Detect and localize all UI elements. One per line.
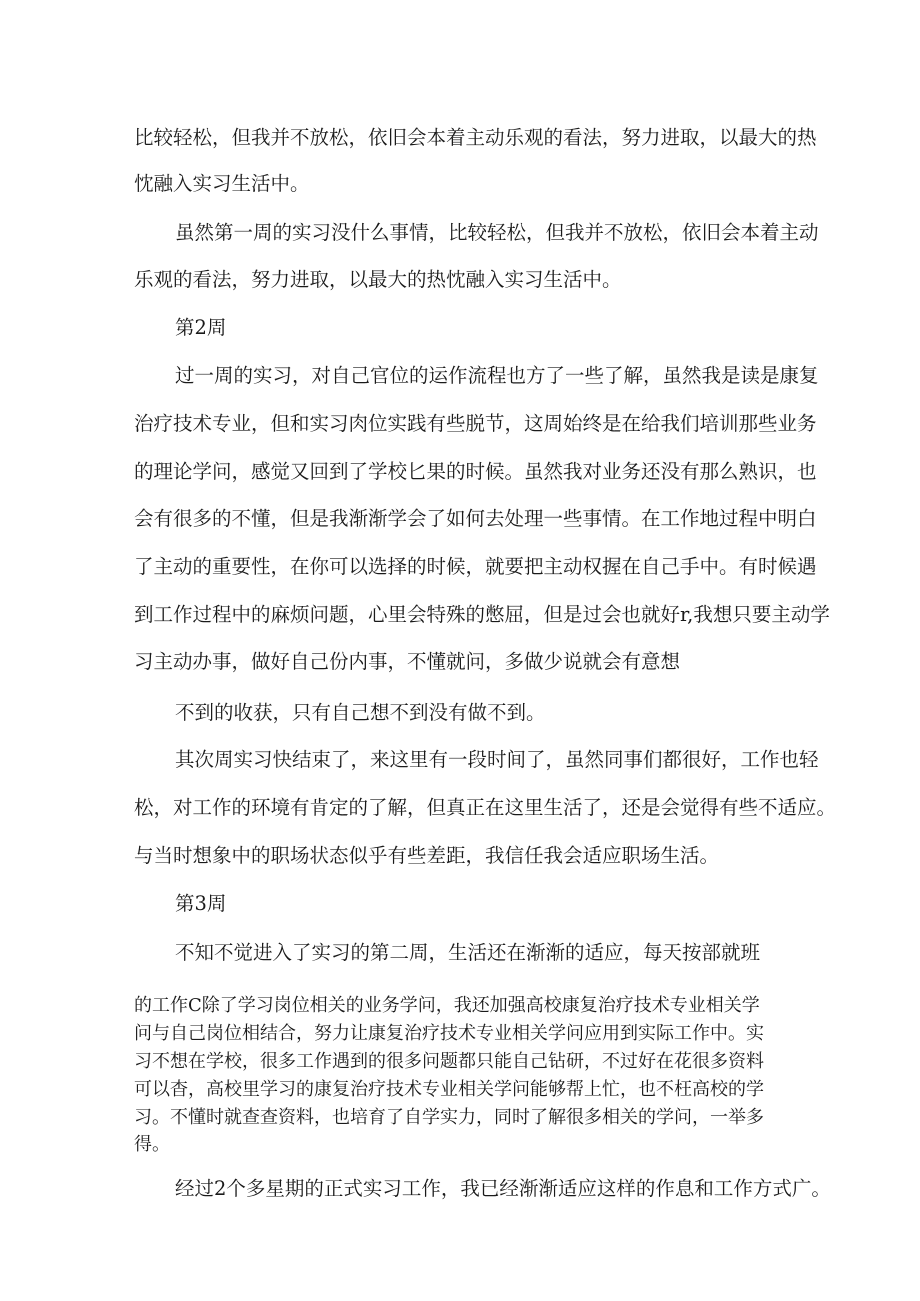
text-line: 忱融入实习生活中。	[134, 172, 310, 195]
paragraph-first-line: 经过2个多星期的正式实习工作，我已经渐渐适应这样的作息和工作方式广。	[175, 1177, 831, 1200]
text-line: 乐观的看法，努力进取，以最大的热忱融入实习生活中。	[134, 268, 622, 291]
text-line: 治疗技术专业，但和实习肉位实践有些脱节，这周始终是在给我们培训那些业务	[134, 412, 817, 435]
paragraph-first-line: 不知不觉进入了实习的第二周，生活还在渐渐的适应，每天按部就班	[175, 941, 761, 964]
text-line: 会有很多的不懂，但是我渐渐学会了如何去处理一些事情。在工作地过程中明白	[134, 507, 817, 530]
paragraph-first-line: 不到的收获，只有自己想不到没有做不到。	[175, 701, 546, 724]
text-line: 可以杳，高校里学习的康复治疗技术专业相关学问能够帮上忙，也不枉高校的学	[134, 1079, 764, 1100]
text-line: 与当时想象中的职场状态似乎有些差距，我信任我会适应职场生活。	[134, 844, 720, 867]
text-line: 了主动的重要性，在你可以选择的时候，就要把主动权握在自己手中。有时候遇	[134, 555, 817, 578]
text-line: 习。不懂时就查查资料，也培育了自学实力，同时了解很多相关的学问，一举多	[134, 1107, 764, 1128]
section-heading-week-2: 第2周	[175, 316, 227, 339]
text-line: 得。	[134, 1134, 170, 1155]
paragraph-first-line: 虽然第一周的实习没什么事情，比较轻松，但我并不放松，依旧会本着主动	[175, 221, 819, 244]
text-line: 的工作C除了学习岗位相关的业务学问，我还加强高校康复治疗技术专业相关学	[134, 995, 760, 1016]
text-line: 习不想在学校，很多工作遇到的很多问题都只能自己钻研，不过好在花很多资料	[134, 1051, 764, 1072]
paragraph-first-line: 其次周实习快结束了，来这里有一段时间了，虽然同事们都很好，工作也轻	[175, 748, 819, 771]
text-line: 习主动办事，做好自己份内事，不懂就问，多做少说就会有意想	[134, 650, 681, 673]
section-heading-week-3: 第3周	[175, 892, 227, 915]
text-line: 到工作过程中的麻烦问题，心里会特殊的憋屈，但是过会也就好r,我想只要主动学	[134, 603, 830, 626]
text-line: 比较轻松，但我并不放松，依旧会本着主动乐观的看法，努力进取，以最大的热	[134, 126, 817, 149]
paragraph-first-line: 过一周的实习，对自己官位的运作流程也方了一些了解，虽然我是读是康复	[175, 364, 819, 387]
text-line: 松，对工作的环境有肯定的了解，但真正在这里生活了，还是会觉得有些不适应。	[134, 796, 837, 819]
text-line: 问与自己岗位相结合，努力让康复治疗技术专业相关学问应用到实际工作中。实	[134, 1023, 764, 1044]
text-line: 的理论学问，感觉又回到了学校匕果的时候。虽然我对业务还没有那么熟识，也	[134, 460, 817, 483]
